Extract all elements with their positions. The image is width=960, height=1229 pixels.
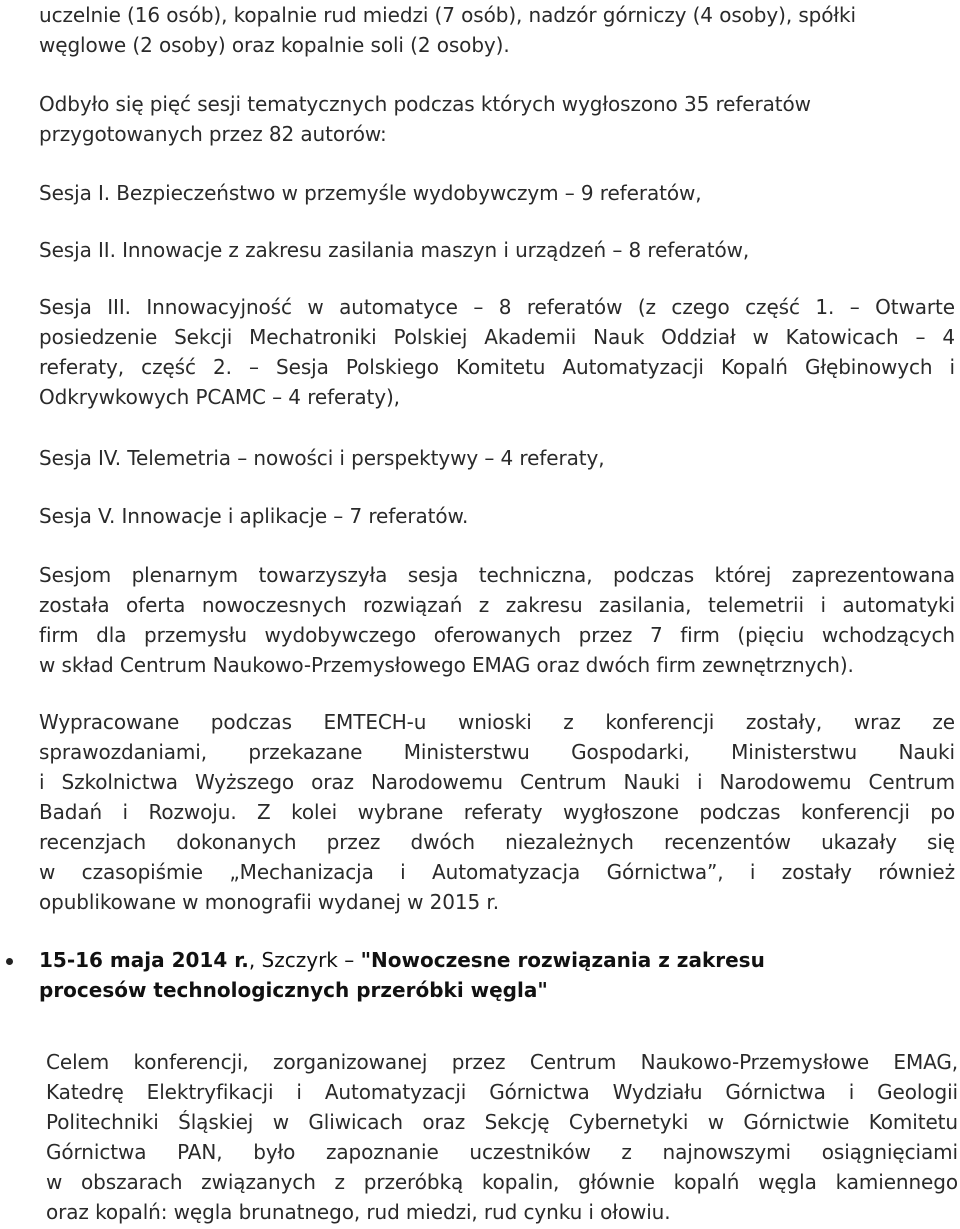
conference-title-line-1: "Nowoczesne rozwiązania z zakresu (360, 948, 765, 972)
session-3 (39, 292, 955, 412)
text-line: uczelnie (16 osób), kopalnie rud miedzi (7 osób), nadzór górniczy (4 osoby), spółki (39, 3, 856, 27)
text-line: sprawozdaniami, przekazane Ministerstwu Gospodarki, Ministerstwu Nauki (39, 740, 955, 764)
text-line: Sesja V. Innowacje i aplikacje – 7 referatów. (39, 504, 469, 528)
text-line: w skład Centrum Naukowo-Przemysłowego EMAG oraz dwóch firm zewnętrznych). (39, 653, 854, 677)
text-line: Katedrę Elektryfikacji i Automatyzacji Górnictwa Wydziału Górnictwa i Geologii (46, 1080, 958, 1104)
paragraph-sessions-intro (39, 89, 811, 149)
bullet-icon (6, 958, 13, 965)
text-line: w obszarach związanych z przeróbką kopalin, głównie kopalń węgla kamiennego (46, 1170, 958, 1194)
text-line: Sesja III. Innowacyjność w automatyce – 8 referatów (z czego część 1. – Otwarte (39, 295, 955, 319)
conference-heading (39, 945, 765, 1005)
session-1 (39, 178, 702, 208)
text-line: Sesja I. Bezpieczeństwo w przemyśle wydobywczym – 9 referatów, (39, 181, 702, 205)
text-line: Politechniki Śląskiej w Gliwicach oraz Sekcję Cybernetyki w Górnictwie Komitetu (46, 1110, 958, 1134)
text-line: przygotowanych przez 82 autorów: (39, 122, 387, 146)
text-line: została oferta nowoczesnych rozwiązań z zakresu zasilania, telemetrii i automatyki (39, 593, 955, 617)
text-line: opublikowane w monografii wydanej w 2015 r. (39, 890, 499, 914)
conference-date: 15-16 maja 2014 r. (39, 948, 249, 972)
text-line: referaty, część 2. – Sesja Polskiego Komitetu Automatyzacji Kopalń Głębinowych i (39, 355, 955, 379)
paragraph-conference-goal (46, 1047, 958, 1227)
text-line: Górnictwa PAN, było zapoznanie uczestników z najnowszymi osiągnięciami (46, 1140, 958, 1164)
text-line: w czasopiśmie „Mechanizacja i Automatyzacja Górnictwa”, i zostały również (39, 860, 955, 884)
text-line: posiedzenie Sekcji Mechatroniki Polskiej Akademii Nauk Oddział w Katowicach – 4 (39, 325, 955, 349)
text-line: firm dla przemysłu wydobywczego oferowanych przez 7 firm (pięciu wchodzących (39, 623, 955, 647)
text-line: i Szkolnictwa Wyższego oraz Narodowemu Centrum Nauki i Narodowemu Centrum (39, 770, 955, 794)
text-line: węglowe (2 osoby) oraz kopalnie soli (2 osoby). (39, 33, 510, 57)
session-4 (39, 443, 604, 473)
session-5 (39, 501, 468, 531)
text-line: Sesjom plenarnym towarzyszyła sesja techniczna, podczas której zaprezentowana (39, 563, 955, 587)
text-line: Sesja II. Innowacje z zakresu zasilania maszyn i urządzeń – 8 referatów, (39, 238, 750, 262)
text-line: Sesja IV. Telemetria – nowości i perspektywy – 4 referaty, (39, 446, 605, 470)
paragraph-conclusions (39, 707, 955, 917)
conference-place: , Szczyrk – (248, 948, 361, 972)
text-line: Badań i Rozwoju. Z kolei wybrane referaty wygłoszone podczas konferencji po (39, 800, 955, 824)
text-line: oraz kopalń: węgla brunatnego, rud miedzi, rud cynku i ołowiu. (46, 1200, 671, 1224)
text-line: Wypracowane podczas EMTECH-u wnioski z konferencji zostały, wraz ze (39, 710, 955, 734)
paragraph-participants (39, 0, 856, 60)
paragraph-technical-session (39, 560, 955, 680)
conference-title-line-2: procesów technologicznych przeróbki węgla" (39, 978, 548, 1002)
session-2 (39, 235, 749, 265)
text-line: Odbyło się pięć sesji tematycznych podczas których wygłoszono 35 referatów (39, 92, 811, 116)
text-line: Celem konferencji, zorganizowanej przez Centrum Naukowo-Przemysłowe EMAG, (46, 1050, 958, 1074)
text-line: Odkrywkowych PCAMC – 4 referaty), (39, 385, 400, 409)
text-line: recenzjach dokonanych przez dwóch niezależnych recenzentów ukazały się (39, 830, 955, 854)
